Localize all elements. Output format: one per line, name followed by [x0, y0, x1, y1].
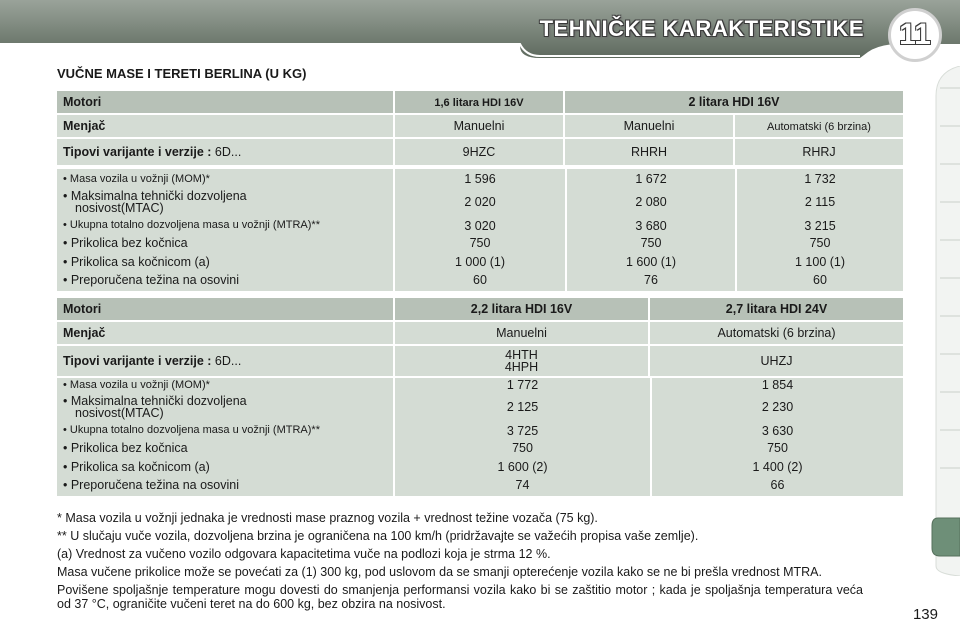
- engine-cell: 2 litara HDI 16V: [563, 91, 903, 113]
- footnote: Masa vučene prikolice može se povećati za (1) 300 kg, pod uslovom da se smanji opterećenje vozila kako se ne bi prešla vrednost MTRA.: [57, 565, 822, 579]
- label-motori: Motori: [57, 298, 393, 320]
- value-cell: 60: [473, 273, 487, 287]
- label-sa: • Prikolica sa kočnicom (a): [63, 255, 210, 269]
- value-cell: 3 680: [635, 219, 667, 233]
- value-cell: 2 115: [804, 195, 836, 209]
- label-mtac-2: nosivost(MTAC): [75, 201, 164, 215]
- value-cell: 1 600 (2): [497, 460, 548, 474]
- value-cell: 3 725: [506, 424, 539, 438]
- label-tipovi: Tipovi varijante i verzije : 6D...: [57, 139, 393, 165]
- footnote: ** U slučaju vuče vozila, dozvoljena brzina je ograničena na 100 km/h (pridržavajte se važećih propisa vaše zemlje).: [57, 529, 699, 543]
- value-cell: 2 125: [506, 400, 539, 414]
- label-mom: • Masa vozila u vožnji (MOM)*: [63, 173, 210, 185]
- table-row: [57, 115, 903, 137]
- spec-table-1-header: [57, 89, 903, 167]
- label-mtra: • Ukupna totalno dozvoljena masa u vožnji (MTRA)**: [63, 424, 320, 436]
- value-cell: 66: [770, 478, 785, 492]
- gearbox-cell: Manuelni: [393, 115, 563, 137]
- footnote: (a) Vrednost za vučeno vozilo odgovara kapacitetima vuče na podlozi koja je strma 12 %.: [57, 547, 551, 561]
- label-mtac-1: • Maksimalna tehnički dozvoljena: [63, 394, 247, 408]
- gearbox-cell: Manuelni: [563, 115, 733, 137]
- value-cell: 74: [515, 478, 530, 492]
- value-cell: 750: [512, 441, 533, 455]
- section-title: VUČNE MASE I TERETI BERLINA (U KG): [57, 66, 307, 81]
- value-cell: 76: [644, 273, 658, 287]
- footnotes: [57, 511, 903, 615]
- side-tabs-graphic: [930, 66, 960, 576]
- spec-table-2-header: [57, 296, 903, 378]
- value-cell: 2 230: [761, 400, 794, 414]
- value-cell: 2 020: [464, 195, 496, 209]
- value-cell: 3 215: [804, 219, 836, 233]
- label-bez: • Prikolica bez kočnica: [63, 236, 188, 250]
- table-row: [57, 139, 903, 165]
- gearbox-cell: Automatski (6 brzina): [648, 322, 903, 344]
- engine-cell: 1,6 litara HDI 16V: [393, 91, 563, 113]
- value-cell: 1 400 (2): [752, 460, 803, 474]
- label-menjac: Menjač: [57, 322, 393, 344]
- label-osovina: • Preporučena težina na osovini: [63, 273, 240, 287]
- value-cell: 750: [469, 236, 491, 250]
- value-cell: 750: [767, 441, 788, 455]
- value-cell: 1 600 (1): [625, 255, 677, 269]
- spec-table-2-data: [57, 378, 903, 496]
- value-cell: 1 854: [761, 378, 794, 392]
- table-row: [57, 91, 903, 113]
- value-cell: 1 596: [464, 172, 496, 186]
- table-row: [57, 322, 903, 344]
- gearbox-cell: Automatski (6 brzina): [733, 115, 903, 137]
- gearbox-cell: Manuelni: [393, 322, 648, 344]
- label-tipovi: Tipovi varijante i verzije : 6D...: [57, 346, 393, 376]
- page-number: 139: [912, 606, 938, 623]
- table-row: [57, 298, 903, 320]
- value-cell: 2 080: [635, 195, 667, 209]
- label-menjac: Menjač: [57, 115, 393, 137]
- type-cell: RHRJ: [733, 139, 903, 165]
- side-tab-strip: [930, 66, 960, 576]
- value-cell: 1 732: [804, 172, 836, 186]
- value-cell: 3 020: [464, 219, 496, 233]
- value-cell: 60: [813, 273, 827, 287]
- value-cell: 1 672: [635, 172, 667, 186]
- table-row: [57, 346, 903, 376]
- type-cell: 9HZC: [393, 139, 563, 165]
- engine-cell: 2,2 litara HDI 16V: [393, 298, 648, 320]
- value-cell: 750: [640, 236, 662, 250]
- page-title: TEHNIČKE KARAKTERISTIKE: [539, 16, 864, 41]
- label-osovina: • Preporučena težina na osovini: [63, 478, 240, 492]
- value-cell: 3 630: [761, 424, 794, 438]
- label-mtra: • Ukupna totalno dozvoljena masa u vožnji (MTRA)**: [63, 219, 320, 231]
- chapter-number: 11: [899, 18, 931, 51]
- value-cell: 750: [809, 236, 831, 250]
- value-cell: 1 000 (1): [454, 255, 506, 269]
- value-cell: 1 100 (1): [794, 255, 846, 269]
- type-cell: 4HTH 4HPH: [393, 346, 648, 376]
- label-motori: Motori: [57, 91, 393, 113]
- value-cell: 1 772: [506, 378, 539, 392]
- type-cell: UHZJ: [648, 346, 903, 376]
- engine-cell: 2,7 litara HDI 24V: [648, 298, 903, 320]
- label-mtac-2: nosivost(MTAC): [75, 406, 164, 420]
- footnote: * Masa vozila u vožnji jednaka je vrednosti mase praznog vozila + vrednost težine vozača (75 kg).: [57, 511, 598, 525]
- chapter-badge: [888, 8, 942, 62]
- label-sa: • Prikolica sa kočnicom (a): [63, 460, 210, 474]
- spec-table-1-data: [57, 169, 903, 291]
- label-mom: • Masa vozila u vožnji (MOM)*: [63, 379, 210, 391]
- label-bez: • Prikolica bez kočnica: [63, 441, 188, 455]
- label-mtac-1: • Maksimalna tehnički dozvoljena: [63, 189, 247, 203]
- type-cell: RHRH: [563, 139, 733, 165]
- footnote: Povišene spoljašnje temperature mogu dovesti do smanjenja performansi vozila kako bi se zaštitio motor ; kada je spoljašnja temperatura veća od 37 °C, ograničite vučeni teret na do 600 kg, bez obzira na nosivost.: [57, 583, 863, 611]
